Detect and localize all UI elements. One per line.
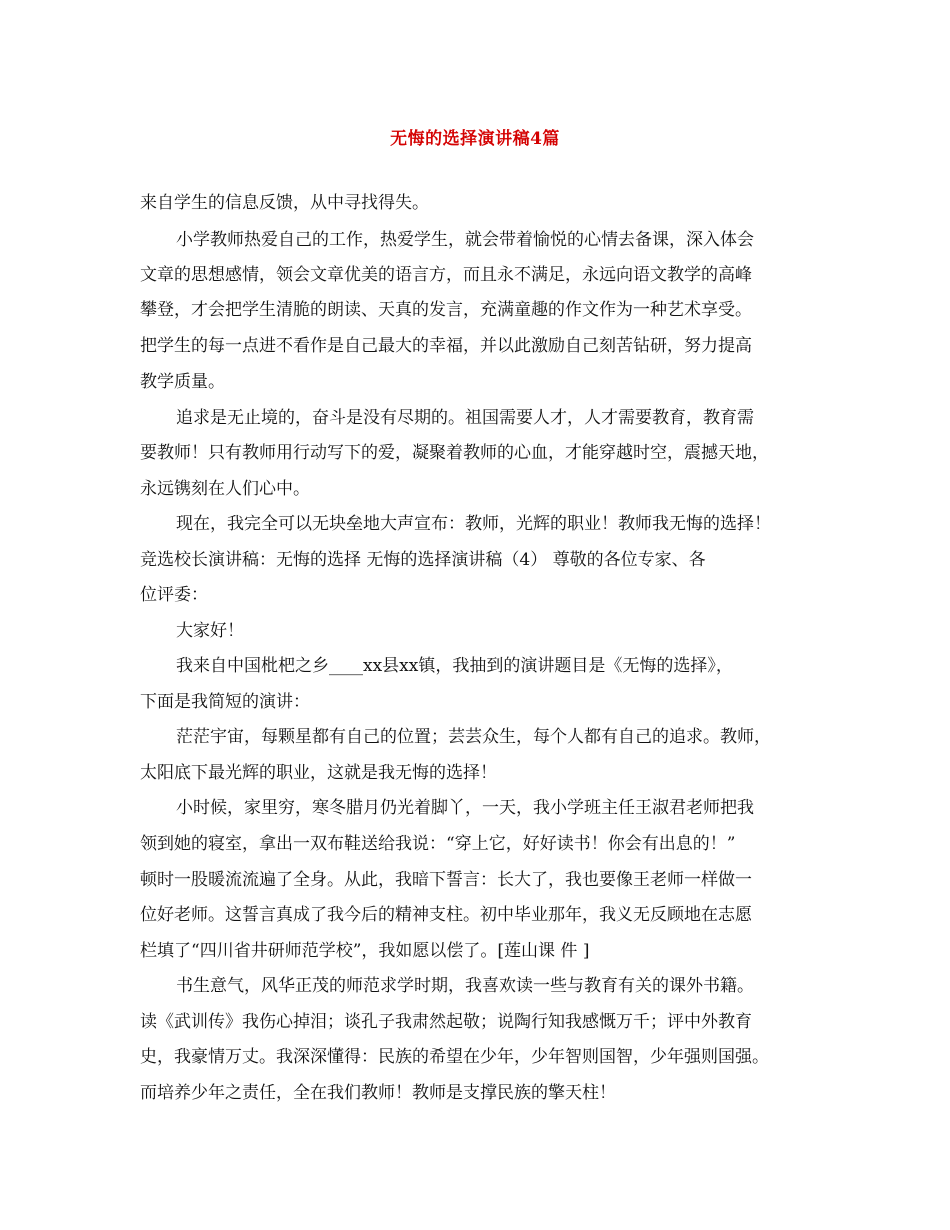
paragraph-line: 书生意气，风华正茂的师范求学时期，我喜欢读一些与教育有关的课外书籍。 — [176, 976, 754, 996]
document-title: 无悔的选择演讲稿4篇 — [390, 129, 560, 149]
text-line: 位好老师。这誓言真成了我今后的精神支柱。初中毕业那年，我义无反顾地在志愿 — [140, 905, 752, 925]
text-line: 下面是我简短的演讲： — [140, 692, 310, 712]
text-line: 太阳底下最光辉的职业，这就是我无悔的选择！ — [140, 763, 497, 783]
text-line: 领到她的寝室，拿出一双布鞋送给我说：“穿上它，好好读书！你会有出息的！” — [140, 834, 736, 854]
text-line: 要教师！只有教师用行动写下的爱，凝聚着教师的心血，才能穿越时空，震撼天地， — [140, 443, 769, 463]
text-line: 位评委： — [140, 585, 208, 605]
paragraph-line: 追求是无止境的，奋斗是没有尽期的。祖国需要人才，人才需要教育，教育需 — [176, 408, 754, 428]
text-line: 竞选校长演讲稿：无悔的选择 无悔的选择演讲稿（4） 尊敬的各位专家、各 — [140, 550, 706, 570]
text-line: 史，我豪情万丈。我深深懂得：民族的希望在少年，少年智则国智，少年强则国强。 — [140, 1047, 769, 1067]
text-line: 读《武训传》我伤心掉泪；谈孔子我肃然起敬；说陶行知我感慨万千；评中外教育 — [140, 1012, 752, 1032]
text-line: 而培养少年之责任，全在我们教师！教师是支撑民族的擎天柱！ — [140, 1083, 616, 1103]
text-line: 教学质量。 — [140, 372, 225, 392]
paragraph-line: 小时候，家里穷，寒冬腊月仍光着脚丫，一天，我小学班主任王淑君老师把我 — [176, 798, 754, 818]
text-line: 栏填了“四川省井研师范学校”，我如愿以偿了。[莲山课 件 ] — [140, 941, 590, 961]
paragraph-line: 我来自中国枇杷之乡____xx县xx镇，我抽到的演讲题目是《无悔的选择》， — [176, 656, 733, 676]
text-line: 永远镌刻在人们心中。 — [140, 479, 310, 499]
text-line: 顿时一股暖流流遍了全身。从此，我暗下誓言：长大了，我也要像王老师一样做一 — [140, 870, 752, 890]
text-line: 把学生的每一点进不看作是自己最大的幸福，并以此激励自己刻苦钻研，努力提高 — [140, 336, 752, 356]
text-line: 文章的思想感情，领会文章优美的语言方，而且永不满足，永远向语文教学的高峰 — [140, 265, 752, 285]
text-line: 来自学生的信息反馈，从中寻找得失。 — [140, 193, 429, 213]
text-line: 攀登，才会把学生清脆的朗读、天真的发言，充满童趣的作文作为一种艺术享受。 — [140, 300, 752, 320]
paragraph-line: 大家好！ — [176, 621, 244, 641]
paragraph-line: 小学教师热爱自己的工作，热爱学生，就会带着愉悦的心情去备课，深入体会 — [176, 230, 754, 250]
paragraph-line: 茫茫宇宙，每颗星都有自己的位置；芸芸众生，每个人都有自己的追求。教师， — [176, 727, 771, 747]
paragraph-line: 现在，我完全可以无块垒地大声宣布：教师，光辉的职业！教师我无悔的选择！ — [176, 514, 771, 534]
